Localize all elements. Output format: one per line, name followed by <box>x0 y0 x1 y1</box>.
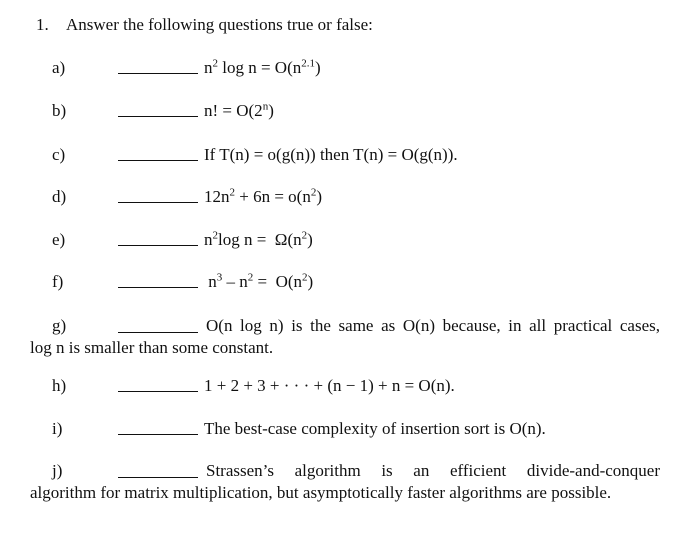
item-label: i) <box>52 419 63 438</box>
item-label: c) <box>52 145 66 164</box>
question-prompt: Answer the following questions true or false: <box>66 15 373 34</box>
item-g <box>30 315 660 359</box>
question-heading <box>36 15 373 35</box>
item-statement: 1 + 2 + 3 + · · · + (n − 1) + n = O(n). <box>204 376 455 395</box>
item-label: h) <box>52 376 67 395</box>
answer-blank[interactable] <box>118 73 198 74</box>
answer-blank[interactable] <box>118 116 198 117</box>
item-statement-line2: algorithm for matrix multiplication, but asymptotically faster algorithms are possible. <box>30 483 612 502</box>
answer-blank[interactable] <box>118 287 198 288</box>
answer-blank[interactable] <box>118 331 198 333</box>
answer-blank[interactable] <box>118 202 198 203</box>
item-statement-line2: log n is smaller than some constant. <box>30 338 274 357</box>
item-statement: $12n^2 + 6n = o(n^2)$ <box>204 186 323 206</box>
item-statement-line1: Strassen’s algorithm is an efficient divide-and-conquer <box>206 461 660 480</box>
item-statement-line1: O(n log n) is the same as O(n) because, in all practical cases, <box>206 316 660 335</box>
item-label: j) <box>52 461 63 480</box>
answer-blank[interactable] <box>118 245 198 246</box>
item-label: a) <box>52 58 66 77</box>
item-label: f) <box>52 272 64 291</box>
item-statement: $n^3 - n^2 = O(n^2)$ <box>204 271 314 291</box>
item-label: b) <box>52 101 67 120</box>
answer-blank[interactable] <box>118 476 198 478</box>
answer-blank[interactable] <box>118 160 198 161</box>
item-statement: $n^2$ $\log n = O(n^{2.1})$ <box>204 57 321 77</box>
item-label: d) <box>52 187 67 206</box>
item-label: g) <box>52 316 67 335</box>
item-j <box>30 460 660 504</box>
question-number: 1. <box>36 15 49 34</box>
answer-blank[interactable] <box>118 391 198 392</box>
item-statement: $n^2\log$ $n = \Omega(n^2)$ <box>204 229 313 249</box>
answer-blank[interactable] <box>118 434 198 435</box>
item-statement: If T(n) = o(g(n)) then T(n) = O(g(n)). <box>204 145 458 164</box>
item-statement: n! = $O(2^n)$ <box>204 100 274 120</box>
item-statement: The best-case complexity of insertion sort is O(n). <box>204 419 546 438</box>
item-label: e) <box>52 230 66 249</box>
